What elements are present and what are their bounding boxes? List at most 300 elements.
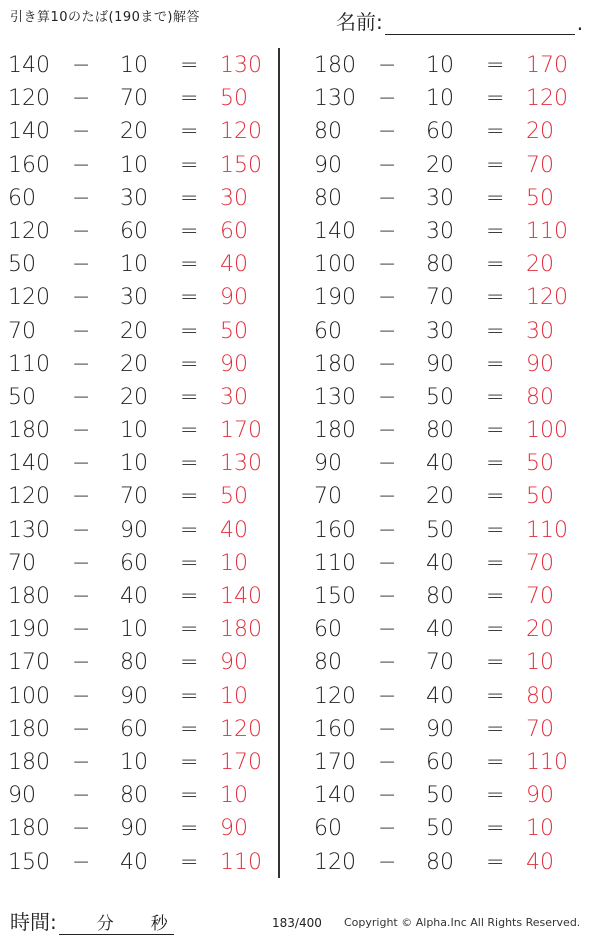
- subtrahend: 70: [426, 650, 454, 676]
- subtrahend: 40: [426, 683, 454, 709]
- problem-row: [0, 280, 278, 313]
- minuend: 130: [314, 384, 356, 410]
- minuend: 180: [8, 584, 50, 609]
- minuend: 70: [8, 550, 36, 576]
- minus-sign: −: [72, 550, 91, 576]
- minus-sign: −: [72, 152, 91, 178]
- minus-sign: −: [378, 285, 397, 311]
- equals-sign: =: [486, 285, 505, 311]
- answer: 20: [526, 617, 554, 643]
- equals-sign: =: [486, 550, 505, 576]
- equals-sign: =: [486, 86, 505, 112]
- minus-sign: −: [72, 218, 91, 244]
- minus-sign: −: [378, 451, 397, 477]
- minuend: 190: [314, 285, 356, 311]
- minus-sign: −: [72, 650, 91, 676]
- subtrahend: 50: [426, 517, 454, 543]
- problem-row: [306, 446, 584, 479]
- answer: 110: [220, 849, 262, 875]
- equals-sign: =: [180, 152, 199, 178]
- minuend: 190: [8, 617, 50, 643]
- minuend: 130: [8, 517, 50, 543]
- minus-sign: −: [72, 683, 91, 709]
- equals-sign: =: [486, 351, 505, 377]
- minuend: 160: [314, 517, 356, 543]
- minus-sign: −: [378, 252, 397, 278]
- minuend: 60: [8, 185, 36, 211]
- equals-sign: =: [180, 617, 199, 643]
- minus-sign: −: [378, 550, 397, 576]
- problem-row: [0, 446, 278, 479]
- minuend: 60: [314, 318, 342, 344]
- problem-row: [306, 845, 584, 878]
- problem-row: [0, 314, 278, 347]
- answer: 30: [220, 384, 248, 410]
- minus-sign: −: [378, 484, 397, 510]
- minuend: 150: [314, 584, 356, 609]
- problem-row: [0, 413, 278, 446]
- minus-sign: −: [378, 384, 397, 410]
- page-number: 183/400: [272, 916, 322, 930]
- problem-row: [0, 347, 278, 380]
- problem-row: [306, 81, 584, 114]
- name-end-mark: .: [576, 11, 584, 35]
- answer: 90: [220, 351, 248, 377]
- subtrahend: 10: [426, 86, 454, 112]
- subtrahend: 60: [426, 749, 454, 775]
- minus-sign: −: [378, 86, 397, 112]
- problem-row: [0, 745, 278, 778]
- subtrahend: 80: [120, 650, 148, 676]
- subtrahend: 90: [120, 683, 148, 709]
- equals-sign: =: [180, 351, 199, 377]
- answer: 70: [526, 716, 554, 742]
- equals-sign: =: [486, 119, 505, 145]
- problem-row: [0, 579, 278, 612]
- answer: 110: [526, 749, 568, 775]
- minuend: 180: [8, 749, 50, 775]
- subtrahend: 80: [120, 783, 148, 809]
- problem-row: [306, 148, 584, 181]
- minuend: 180: [8, 816, 50, 842]
- minus-sign: −: [378, 517, 397, 543]
- subtrahend: 70: [120, 86, 148, 112]
- answer: 80: [526, 384, 554, 410]
- minuend: 110: [314, 550, 356, 576]
- problem-row: [306, 679, 584, 712]
- subtrahend: 40: [426, 617, 454, 643]
- subtrahend: 10: [120, 451, 148, 477]
- minus-sign: −: [72, 484, 91, 510]
- problem-row: [0, 81, 278, 114]
- equals-sign: =: [486, 252, 505, 278]
- answer: 170: [526, 53, 568, 78]
- minus-sign: −: [72, 86, 91, 112]
- answer: 90: [220, 816, 248, 842]
- problem-row: [0, 48, 278, 81]
- minus-sign: −: [378, 783, 397, 809]
- minus-sign: −: [72, 185, 91, 211]
- problem-row: [306, 314, 584, 347]
- minuend: 80: [314, 119, 342, 145]
- equals-sign: =: [180, 584, 199, 609]
- answer: 20: [526, 119, 554, 145]
- equals-sign: =: [486, 849, 505, 875]
- minus-sign: −: [72, 384, 91, 410]
- answer: 10: [526, 816, 554, 842]
- subtrahend: 60: [426, 119, 454, 145]
- minus-sign: −: [72, 418, 91, 444]
- minuend: 180: [314, 53, 356, 78]
- minus-sign: −: [72, 119, 91, 145]
- answer: 110: [526, 218, 568, 244]
- subtrahend: 10: [120, 252, 148, 278]
- problem-row: [306, 380, 584, 413]
- minuend: 140: [314, 783, 356, 809]
- answer: 10: [220, 783, 248, 809]
- answer: 70: [526, 152, 554, 178]
- subtrahend: 60: [120, 550, 148, 576]
- problem-row: [0, 380, 278, 413]
- minuend: 180: [314, 351, 356, 377]
- equals-sign: =: [180, 816, 199, 842]
- problem-row: [306, 612, 584, 645]
- equals-sign: =: [486, 152, 505, 178]
- equals-sign: =: [486, 517, 505, 543]
- equals-sign: =: [486, 218, 505, 244]
- problem-row: [0, 712, 278, 745]
- equals-sign: =: [486, 53, 505, 78]
- problem-row: [0, 612, 278, 645]
- subtrahend: 80: [426, 252, 454, 278]
- problem-row: [306, 479, 584, 512]
- minus-sign: −: [72, 849, 91, 875]
- subtrahend: 20: [120, 384, 148, 410]
- equals-sign: =: [180, 650, 199, 676]
- minus-sign: −: [72, 252, 91, 278]
- minuend: 60: [314, 816, 342, 842]
- subtrahend: 50: [426, 384, 454, 410]
- minus-sign: −: [378, 152, 397, 178]
- minus-sign: −: [72, 351, 91, 377]
- subtrahend: 50: [426, 816, 454, 842]
- answer: 140: [220, 584, 262, 609]
- equals-sign: =: [180, 716, 199, 742]
- problem-row: [306, 413, 584, 446]
- problem-row: [0, 479, 278, 512]
- minus-sign: −: [72, 617, 91, 643]
- minuend: 120: [314, 849, 356, 875]
- equals-sign: =: [180, 517, 199, 543]
- minus-sign: −: [378, 218, 397, 244]
- subtrahend: 90: [426, 351, 454, 377]
- subtrahend: 40: [120, 849, 148, 875]
- minuend: 120: [8, 484, 50, 510]
- equals-sign: =: [180, 418, 199, 444]
- minus-sign: −: [72, 716, 91, 742]
- name-field: [336, 6, 583, 35]
- minus-sign: −: [378, 716, 397, 742]
- minuend: 140: [8, 119, 50, 145]
- subtrahend: 40: [120, 584, 148, 609]
- problem-row: [306, 513, 584, 546]
- answer: 40: [220, 517, 248, 543]
- subtrahend: 90: [120, 816, 148, 842]
- minuend: 160: [314, 716, 356, 742]
- answer: 120: [526, 285, 568, 311]
- minus-sign: −: [378, 318, 397, 344]
- equals-sign: =: [486, 584, 505, 609]
- problem-row: [0, 148, 278, 181]
- answer: 90: [526, 351, 554, 377]
- name-line: [385, 12, 575, 35]
- subtrahend: 10: [120, 617, 148, 643]
- subtrahend: 10: [120, 418, 148, 444]
- answer: 50: [526, 185, 554, 211]
- equals-sign: =: [180, 550, 199, 576]
- problem-row: [306, 745, 584, 778]
- problem-row: [0, 679, 278, 712]
- subtrahend: 90: [120, 517, 148, 543]
- name-label: 名前:: [336, 10, 383, 34]
- answer: 60: [220, 218, 248, 244]
- answer: 10: [220, 683, 248, 709]
- problem-row: [306, 546, 584, 579]
- minutes-label: 分: [96, 914, 114, 934]
- problem-row: [306, 778, 584, 811]
- subtrahend: 20: [120, 318, 148, 344]
- subtrahend: 10: [120, 749, 148, 775]
- minus-sign: −: [72, 816, 91, 842]
- problem-row: [306, 181, 584, 214]
- problem-row: [0, 778, 278, 811]
- minuend: 180: [314, 418, 356, 444]
- subtrahend: 10: [426, 53, 454, 78]
- minuend: 180: [8, 418, 50, 444]
- minuend: 110: [8, 351, 50, 377]
- worksheet-title: 引き算10のたば(190まで)解答: [10, 10, 200, 25]
- answer: 170: [220, 749, 262, 775]
- minuend: 170: [8, 650, 50, 676]
- problem-row: [306, 114, 584, 147]
- problem-row: [0, 845, 278, 878]
- answer: 120: [220, 716, 262, 742]
- subtrahend: 60: [120, 716, 148, 742]
- problem-row: [306, 48, 584, 81]
- minus-sign: −: [378, 351, 397, 377]
- subtrahend: 80: [426, 584, 454, 609]
- equals-sign: =: [486, 185, 505, 211]
- equals-sign: =: [486, 384, 505, 410]
- minuend: 120: [8, 285, 50, 311]
- answer: 20: [526, 252, 554, 278]
- answer: 120: [526, 86, 568, 112]
- subtrahend: 30: [426, 185, 454, 211]
- answer: 130: [220, 451, 262, 477]
- minus-sign: −: [72, 285, 91, 311]
- minuend: 50: [8, 384, 36, 410]
- subtrahend: 20: [426, 152, 454, 178]
- minuend: 140: [8, 451, 50, 477]
- equals-sign: =: [486, 683, 505, 709]
- subtrahend: 40: [426, 550, 454, 576]
- subtrahend: 10: [120, 152, 148, 178]
- left-problem-column: [0, 48, 278, 878]
- equals-sign: =: [486, 783, 505, 809]
- subtrahend: 70: [120, 484, 148, 510]
- minuend: 180: [8, 716, 50, 742]
- subtrahend: 60: [120, 218, 148, 244]
- minus-sign: −: [72, 53, 91, 78]
- minus-sign: −: [378, 584, 397, 609]
- subtrahend: 10: [120, 53, 148, 78]
- answer: 50: [220, 318, 248, 344]
- minuend: 140: [314, 218, 356, 244]
- seconds-label: 秒: [150, 914, 168, 934]
- problem-row: [306, 645, 584, 678]
- minus-sign: −: [378, 617, 397, 643]
- minuend: 120: [314, 683, 356, 709]
- minus-sign: −: [378, 650, 397, 676]
- minuend: 100: [314, 252, 356, 278]
- problem-row: [306, 347, 584, 380]
- equals-sign: =: [180, 451, 199, 477]
- subtrahend: 30: [426, 318, 454, 344]
- answer: 50: [526, 484, 554, 510]
- minuend: 100: [8, 683, 50, 709]
- minus-sign: −: [72, 451, 91, 477]
- minuend: 130: [314, 86, 356, 112]
- answer: 50: [220, 86, 248, 112]
- equals-sign: =: [486, 451, 505, 477]
- answer: 180: [220, 617, 262, 643]
- problem-row: [306, 280, 584, 313]
- problem-row: [0, 214, 278, 247]
- minus-sign: −: [378, 816, 397, 842]
- minuend: 120: [8, 218, 50, 244]
- equals-sign: =: [486, 484, 505, 510]
- subtrahend: 20: [426, 484, 454, 510]
- subtrahend: 20: [120, 351, 148, 377]
- subtrahend: 80: [426, 418, 454, 444]
- answer: 150: [220, 152, 262, 178]
- problem-row: [0, 181, 278, 214]
- answer: 50: [526, 451, 554, 477]
- minus-sign: −: [72, 783, 91, 809]
- minuend: 90: [8, 783, 36, 809]
- time-line: [59, 912, 174, 935]
- problem-row: [0, 513, 278, 546]
- minus-sign: −: [72, 749, 91, 775]
- minus-sign: −: [378, 53, 397, 78]
- equals-sign: =: [180, 849, 199, 875]
- answer: 10: [220, 550, 248, 576]
- minus-sign: −: [378, 749, 397, 775]
- subtrahend: 70: [426, 285, 454, 311]
- problem-row: [0, 247, 278, 280]
- equals-sign: =: [180, 783, 199, 809]
- minuend: 120: [8, 86, 50, 112]
- equals-sign: =: [486, 716, 505, 742]
- minuend: 90: [314, 152, 342, 178]
- problem-row: [0, 114, 278, 147]
- minuend: 80: [314, 650, 342, 676]
- equals-sign: =: [180, 218, 199, 244]
- minuend: 170: [314, 749, 356, 775]
- equals-sign: =: [486, 418, 505, 444]
- minuend: 90: [314, 451, 342, 477]
- problem-row: [306, 579, 584, 612]
- equals-sign: =: [180, 318, 199, 344]
- right-problem-column: [306, 48, 584, 878]
- answer: 30: [526, 318, 554, 344]
- minus-sign: −: [378, 683, 397, 709]
- equals-sign: =: [486, 816, 505, 842]
- minuend: 80: [314, 185, 342, 211]
- minus-sign: −: [72, 517, 91, 543]
- problem-row: [0, 811, 278, 844]
- subtrahend: 30: [426, 218, 454, 244]
- copyright-text: Copyright © Alpha.Inc All Rights Reserved.: [344, 916, 581, 929]
- answer: 170: [220, 418, 262, 444]
- minuend: 60: [314, 617, 342, 643]
- equals-sign: =: [486, 749, 505, 775]
- column-divider: [278, 48, 280, 878]
- minus-sign: −: [378, 418, 397, 444]
- answer: 10: [526, 650, 554, 676]
- problem-row: [0, 546, 278, 579]
- equals-sign: =: [180, 749, 199, 775]
- equals-sign: =: [486, 650, 505, 676]
- answer: 90: [526, 783, 554, 809]
- problem-row: [306, 214, 584, 247]
- answer: 120: [220, 119, 262, 145]
- equals-sign: =: [180, 53, 199, 78]
- answer: 40: [526, 849, 554, 875]
- equals-sign: =: [180, 119, 199, 145]
- answer: 100: [526, 418, 568, 444]
- answer: 30: [220, 185, 248, 211]
- subtrahend: 50: [426, 783, 454, 809]
- minus-sign: −: [378, 119, 397, 145]
- subtrahend: 40: [426, 451, 454, 477]
- answer: 110: [526, 517, 568, 543]
- minus-sign: −: [72, 584, 91, 609]
- time-field: [10, 906, 174, 935]
- equals-sign: =: [180, 285, 199, 311]
- subtrahend: 30: [120, 285, 148, 311]
- equals-sign: =: [180, 384, 199, 410]
- minuend: 70: [8, 318, 36, 344]
- equals-sign: =: [486, 318, 505, 344]
- minuend: 70: [314, 484, 342, 510]
- equals-sign: =: [180, 484, 199, 510]
- equals-sign: =: [180, 252, 199, 278]
- subtrahend: 20: [120, 119, 148, 145]
- minuend: 50: [8, 252, 36, 278]
- equals-sign: =: [180, 683, 199, 709]
- minuend: 140: [8, 53, 50, 78]
- answer: 130: [220, 53, 262, 78]
- time-label: 時間:: [10, 910, 57, 934]
- problem-row: [0, 645, 278, 678]
- minuend: 160: [8, 152, 50, 178]
- minus-sign: −: [378, 849, 397, 875]
- minus-sign: −: [378, 185, 397, 211]
- answer: 70: [526, 550, 554, 576]
- equals-sign: =: [180, 86, 199, 112]
- answer: 50: [220, 484, 248, 510]
